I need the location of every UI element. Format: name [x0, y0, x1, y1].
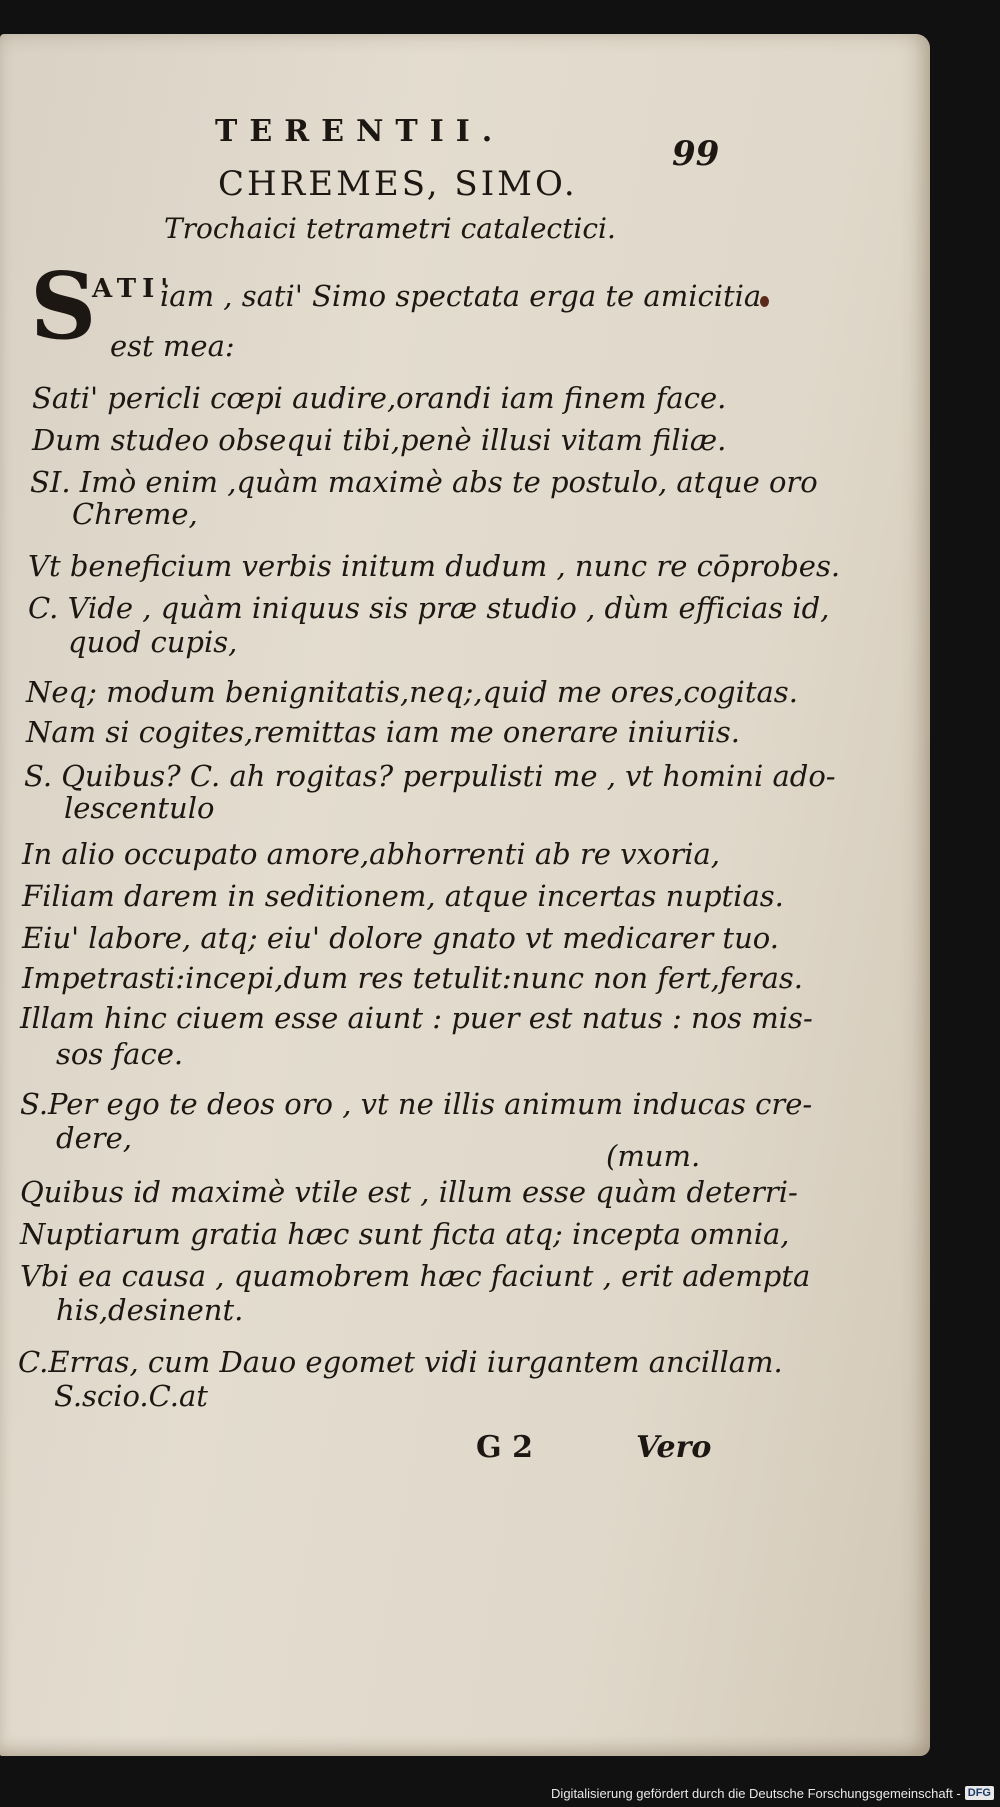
verse-line: Dum studeo obsequi tibi,penè illusi vitam filiæ.: [32, 423, 727, 457]
verse-line: Sati' pericli cœpi audire,orandi iam finem face.: [32, 381, 727, 415]
verse-line: sos face.: [56, 1037, 184, 1071]
scene-speakers: CHREMES, SIMO.: [218, 164, 578, 204]
verse-line: Eiu' labore, atq; eiu' dolore gnato vt medicarer tuo.: [22, 921, 779, 955]
verse-line: Neq; modum benignitatis,neq;,quid me ores,cogitas.: [26, 675, 798, 709]
verse-line: Illam hinc ciuem esse aiunt : puer est natus : nos mis-: [20, 1001, 813, 1035]
verse-line: In alio occupato amore,abhorrenti ab re vxoria,: [22, 837, 721, 871]
drop-cap-continuation: ATI': [92, 274, 175, 304]
digitization-credit: [551, 1783, 994, 1803]
credit-text: Digitalisierung gefördert durch die Deutsche Forschungsgemeinschaft -: [551, 1785, 961, 1801]
verse-line: quod cupis,: [68, 625, 238, 659]
verse-line: C. Vide , quàm iniquus sis præ studio , dùm efficias id,: [28, 591, 830, 625]
catchword: Vero: [636, 1430, 712, 1465]
verse-line: Vt beneficium verbis initum dudum , nunc re cōprobes.: [28, 549, 841, 583]
page-number: 99: [672, 134, 720, 174]
verse-line: S. Quibus? C. ah rogitas? perpulisti me , vt homini ado-: [24, 759, 836, 793]
verse-line: Chreme,: [72, 497, 198, 531]
verse-line: Nuptiarum gratia hæc sunt ficta atq; incepta omnia,: [20, 1217, 790, 1251]
verse-line: S.Per ego te deos oro , vt ne illis animum inducas cre-: [20, 1087, 813, 1121]
ink-blot: [760, 296, 769, 307]
verse-line: Vbi ea causa , quamobrem hæc faciunt , erit adempta: [20, 1259, 811, 1293]
dfg-logo-icon: DFG: [965, 1786, 994, 1800]
verse-line: (mum.: [606, 1139, 701, 1173]
verse-line: lescentulo: [64, 791, 215, 825]
verse-line: Nam si cogites,remittas iam me onerare iniuriis.: [26, 715, 740, 749]
verse-line: S.scio.C.at: [54, 1379, 208, 1413]
verse-line: dere,: [56, 1121, 132, 1155]
meter-heading: Trochaici tetrametri catalectici.: [164, 212, 616, 245]
verse-line: his,desinent.: [56, 1293, 244, 1327]
book-page: [0, 34, 930, 1756]
verse-line: est mea:: [110, 329, 235, 363]
verse-line: Impetrasti:incepi,dum res tetulit:nunc non fert,feras.: [22, 961, 803, 995]
signature-mark: G 2: [476, 1430, 533, 1465]
running-title: TERENTII.: [215, 114, 505, 149]
verse-line: iam , sati' Simo spectata erga te amicitia: [160, 279, 762, 313]
verse-line: SI. Imò enim ,quàm maximè abs te postulo, atque oro: [30, 465, 818, 499]
verse-line: Quibus id maximè vtile est , illum esse quàm deterri-: [20, 1175, 798, 1209]
verse-line: C.Erras, cum Dauo egomet vidi iurgantem ancillam.: [18, 1345, 783, 1379]
verse-line: Filiam darem in seditionem, atque incertas nuptias.: [22, 879, 784, 913]
drop-cap: S: [30, 252, 97, 360]
